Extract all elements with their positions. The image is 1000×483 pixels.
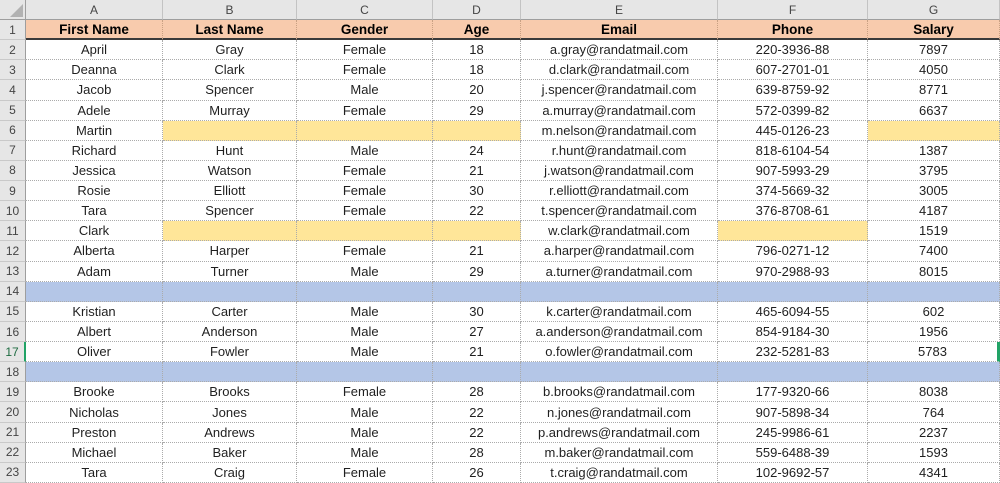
cell-A5[interactable]: Adele [26,101,163,121]
cell-B17[interactable]: Fowler [163,342,297,362]
cell-B5[interactable]: Murray [163,101,297,121]
cell-F21[interactable]: 245-9986-61 [718,423,868,443]
cell-B21[interactable]: Andrews [163,423,297,443]
cell-F12[interactable]: 796-0271-12 [718,241,868,261]
cell-C9[interactable]: Female [297,181,433,201]
cell-D10[interactable]: 22 [433,201,521,221]
cell-D18[interactable] [433,362,521,382]
cell-D19[interactable]: 28 [433,382,521,402]
row-header-1[interactable]: 1 [0,20,26,40]
cell-D3[interactable]: 18 [433,60,521,80]
cell-B11[interactable] [163,221,297,241]
cell-D15[interactable]: 30 [433,302,521,322]
cell-A6[interactable]: Martin [26,121,163,141]
cell-A8[interactable]: Jessica [26,161,163,181]
cell-B9[interactable]: Elliott [163,181,297,201]
cell-F16[interactable]: 854-9184-30 [718,322,868,342]
cell-B19[interactable]: Brooks [163,382,297,402]
row-header-14[interactable]: 14 [0,282,26,302]
header-cell-D1[interactable]: Age [433,20,521,40]
cell-E3[interactable]: d.clark@randatmail.com [521,60,718,80]
cell-E21[interactable]: p.andrews@randatmail.com [521,423,718,443]
cell-F23[interactable]: 102-9692-57 [718,463,868,483]
row-header-3[interactable]: 3 [0,60,26,80]
cell-F7[interactable]: 818-6104-54 [718,141,868,161]
cell-D7[interactable]: 24 [433,141,521,161]
cell-C2[interactable]: Female [297,40,433,60]
cell-C10[interactable]: Female [297,201,433,221]
cell-E12[interactable]: a.harper@randatmail.com [521,241,718,261]
cell-F14[interactable] [718,282,868,302]
cell-A12[interactable]: Alberta [26,241,163,261]
cell-A2[interactable]: April [26,40,163,60]
cell-G12[interactable]: 7400 [868,241,1000,261]
cell-B18[interactable] [163,362,297,382]
row-header-15[interactable]: 15 [0,302,26,322]
cell-C6[interactable] [297,121,433,141]
cell-E2[interactable]: a.gray@randatmail.com [521,40,718,60]
cell-G23[interactable]: 4341 [868,463,1000,483]
cell-A20[interactable]: Nicholas [26,402,163,422]
cell-G2[interactable]: 7897 [868,40,1000,60]
cell-D20[interactable]: 22 [433,402,521,422]
header-cell-A1[interactable]: First Name [26,20,163,40]
cell-A16[interactable]: Albert [26,322,163,342]
row-header-21[interactable]: 21 [0,423,26,443]
cell-E10[interactable]: t.spencer@randatmail.com [521,201,718,221]
cell-F3[interactable]: 607-2701-01 [718,60,868,80]
cell-C17[interactable]: Male [297,342,433,362]
cell-F6[interactable]: 445-0126-23 [718,121,868,141]
cell-B3[interactable]: Clark [163,60,297,80]
header-cell-E1[interactable]: Email [521,20,718,40]
cell-E23[interactable]: t.craig@randatmail.com [521,463,718,483]
cell-G20[interactable]: 764 [868,402,1000,422]
column-header-A[interactable]: A [26,0,163,20]
cell-G14[interactable] [868,282,1000,302]
row-header-8[interactable]: 8 [0,161,26,181]
cell-A14[interactable] [26,282,163,302]
cell-B15[interactable]: Carter [163,302,297,322]
cell-C11[interactable] [297,221,433,241]
cell-A7[interactable]: Richard [26,141,163,161]
cell-G22[interactable]: 1593 [868,443,1000,463]
cell-C16[interactable]: Male [297,322,433,342]
cell-B23[interactable]: Craig [163,463,297,483]
cell-C19[interactable]: Female [297,382,433,402]
cell-F4[interactable]: 639-8759-92 [718,80,868,100]
cell-A17[interactable]: Oliver [26,342,163,362]
cell-E18[interactable] [521,362,718,382]
row-header-13[interactable]: 13 [0,262,26,282]
row-header-5[interactable]: 5 [0,101,26,121]
cell-F17[interactable]: 232-5281-83 [718,342,868,362]
cell-D2[interactable]: 18 [433,40,521,60]
cell-G11[interactable]: 1519 [868,221,1000,241]
cell-D13[interactable]: 29 [433,262,521,282]
row-header-23[interactable]: 23 [0,463,26,483]
cell-G19[interactable]: 8038 [868,382,1000,402]
cell-E19[interactable]: b.brooks@randatmail.com [521,382,718,402]
cell-D21[interactable]: 22 [433,423,521,443]
cell-D5[interactable]: 29 [433,101,521,121]
cell-C18[interactable] [297,362,433,382]
row-header-19[interactable]: 19 [0,382,26,402]
cell-C5[interactable]: Female [297,101,433,121]
cell-F5[interactable]: 572-0399-82 [718,101,868,121]
cell-A18[interactable] [26,362,163,382]
cell-G16[interactable]: 1956 [868,322,1000,342]
column-header-F[interactable]: F [718,0,868,20]
row-header-6[interactable]: 6 [0,121,26,141]
cell-C12[interactable]: Female [297,241,433,261]
cell-D9[interactable]: 30 [433,181,521,201]
row-header-22[interactable]: 22 [0,443,26,463]
cell-C21[interactable]: Male [297,423,433,443]
cell-A22[interactable]: Michael [26,443,163,463]
cell-G9[interactable]: 3005 [868,181,1000,201]
cell-E22[interactable]: m.baker@randatmail.com [521,443,718,463]
cell-F8[interactable]: 907-5993-29 [718,161,868,181]
cell-D14[interactable] [433,282,521,302]
cell-A19[interactable]: Brooke [26,382,163,402]
cell-B8[interactable]: Watson [163,161,297,181]
cell-B2[interactable]: Gray [163,40,297,60]
select-all-triangle-icon [10,4,23,17]
cell-C14[interactable] [297,282,433,302]
cell-F9[interactable]: 374-5669-32 [718,181,868,201]
cell-D6[interactable] [433,121,521,141]
header-cell-B1[interactable]: Last Name [163,20,297,40]
cell-A23[interactable]: Tara [26,463,163,483]
row-header-18[interactable]: 18 [0,362,26,382]
cell-D17[interactable]: 21 [433,342,521,362]
cell-G21[interactable]: 2237 [868,423,1000,443]
cell-F22[interactable]: 559-6488-39 [718,443,868,463]
cell-G3[interactable]: 4050 [868,60,1000,80]
cell-A10[interactable]: Tara [26,201,163,221]
cell-G5[interactable]: 6637 [868,101,1000,121]
cell-B4[interactable]: Spencer [163,80,297,100]
cell-F13[interactable]: 970-2988-93 [718,262,868,282]
cell-D23[interactable]: 26 [433,463,521,483]
column-header-B[interactable]: B [163,0,297,20]
cell-F15[interactable]: 465-6094-55 [718,302,868,322]
cell-B10[interactable]: Spencer [163,201,297,221]
cell-D4[interactable]: 20 [433,80,521,100]
row-header-16[interactable]: 16 [0,322,26,342]
cell-D8[interactable]: 21 [433,161,521,181]
row-header-4[interactable]: 4 [0,80,26,100]
cell-E14[interactable] [521,282,718,302]
row-header-9[interactable]: 9 [0,181,26,201]
cell-F2[interactable]: 220-3936-88 [718,40,868,60]
column-header-G[interactable]: G [868,0,1000,20]
select-all-corner[interactable] [0,0,26,20]
cell-C8[interactable]: Female [297,161,433,181]
cell-G18[interactable] [868,362,1000,382]
cell-C22[interactable]: Male [297,443,433,463]
cell-E20[interactable]: n.jones@randatmail.com [521,402,718,422]
column-header-C[interactable]: C [297,0,433,20]
cell-D16[interactable]: 27 [433,322,521,342]
cell-E16[interactable]: a.anderson@randatmail.com [521,322,718,342]
cell-F10[interactable]: 376-8708-61 [718,201,868,221]
cell-F18[interactable] [718,362,868,382]
cell-B20[interactable]: Jones [163,402,297,422]
cell-F20[interactable]: 907-5898-34 [718,402,868,422]
cell-A4[interactable]: Jacob [26,80,163,100]
cell-E9[interactable]: r.elliott@randatmail.com [521,181,718,201]
cell-E8[interactable]: j.watson@randatmail.com [521,161,718,181]
row-header-10[interactable]: 10 [0,201,26,221]
cell-A9[interactable]: Rosie [26,181,163,201]
cell-G15[interactable]: 602 [868,302,1000,322]
cell-E7[interactable]: r.hunt@randatmail.com [521,141,718,161]
row-header-11[interactable]: 11 [0,221,26,241]
row-header-7[interactable]: 7 [0,141,26,161]
row-header-20[interactable]: 20 [0,402,26,422]
cell-D12[interactable]: 21 [433,241,521,261]
cell-F19[interactable]: 177-9320-66 [718,382,868,402]
cell-E4[interactable]: j.spencer@randatmail.com [521,80,718,100]
header-cell-F1[interactable]: Phone [718,20,868,40]
cell-B13[interactable]: Turner [163,262,297,282]
row-header-2[interactable]: 2 [0,40,26,60]
cell-C7[interactable]: Male [297,141,433,161]
column-header-D[interactable]: D [433,0,521,20]
cell-C13[interactable]: Male [297,262,433,282]
cell-E5[interactable]: a.murray@randatmail.com [521,101,718,121]
cell-G8[interactable]: 3795 [868,161,1000,181]
header-cell-G1[interactable]: Salary [868,20,1000,40]
cell-A11[interactable]: Clark [26,221,163,241]
cell-D11[interactable] [433,221,521,241]
column-header-E[interactable]: E [521,0,718,20]
cell-C23[interactable]: Female [297,463,433,483]
cell-D22[interactable]: 28 [433,443,521,463]
cell-G7[interactable]: 1387 [868,141,1000,161]
cell-C20[interactable]: Male [297,402,433,422]
cell-G6[interactable] [868,121,1000,141]
header-cell-C1[interactable]: Gender [297,20,433,40]
cell-A15[interactable]: Kristian [26,302,163,322]
cell-E6[interactable]: m.nelson@randatmail.com [521,121,718,141]
cell-B7[interactable]: Hunt [163,141,297,161]
cell-E11[interactable]: w.clark@randatmail.com [521,221,718,241]
row-header-17[interactable]: 17 [0,342,26,362]
cell-B6[interactable] [163,121,297,141]
cell-A3[interactable]: Deanna [26,60,163,80]
cell-E17[interactable]: o.fowler@randatmail.com [521,342,718,362]
cell-C15[interactable]: Male [297,302,433,322]
cell-E13[interactable]: a.turner@randatmail.com [521,262,718,282]
cell-B12[interactable]: Harper [163,241,297,261]
cell-E15[interactable]: k.carter@randatmail.com [521,302,718,322]
cell-A21[interactable]: Preston [26,423,163,443]
cell-G4[interactable]: 8771 [868,80,1000,100]
cell-G17[interactable]: 5783 [868,342,1000,362]
row-header-12[interactable]: 12 [0,241,26,261]
cell-C3[interactable]: Female [297,60,433,80]
cell-G13[interactable]: 8015 [868,262,1000,282]
cell-G10[interactable]: 4187 [868,201,1000,221]
cell-A13[interactable]: Adam [26,262,163,282]
cell-C4[interactable]: Male [297,80,433,100]
cell-B16[interactable]: Anderson [163,322,297,342]
cell-B22[interactable]: Baker [163,443,297,463]
cell-B14[interactable] [163,282,297,302]
cell-F11[interactable] [718,221,868,241]
